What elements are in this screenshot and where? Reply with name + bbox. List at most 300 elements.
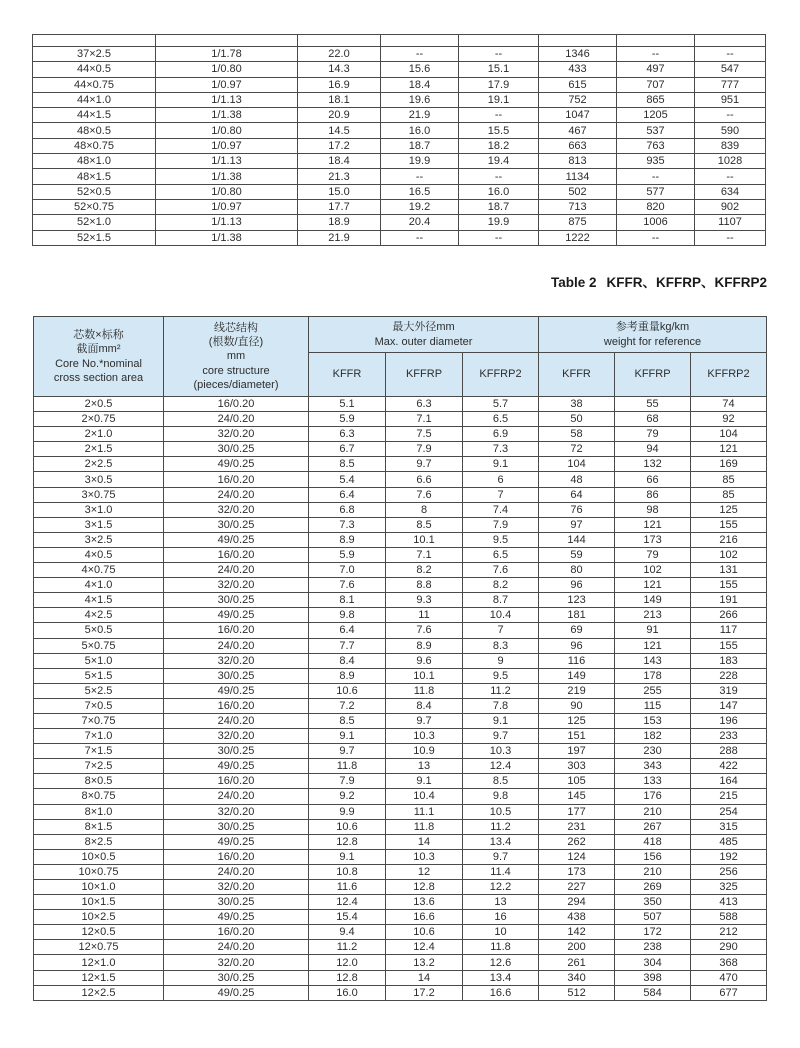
table-cell: 197 — [539, 744, 615, 759]
table-cell: 902 — [695, 199, 766, 214]
table-cell: 80 — [539, 563, 615, 578]
table-cell: 7.3 — [309, 517, 386, 532]
table-cell: 49/0.25 — [164, 985, 309, 1000]
table-cell: 200 — [539, 940, 615, 955]
table-cell: 1/1.38 — [156, 230, 298, 245]
table-cell: 398 — [615, 970, 691, 985]
table-cell: 172 — [615, 925, 691, 940]
table-cell: 343 — [615, 759, 691, 774]
table-cell: 6.3 — [309, 427, 386, 442]
table-cell: 32/0.20 — [164, 427, 309, 442]
table-cell: 2×0.5 — [34, 397, 164, 412]
table-cell: 38 — [539, 397, 615, 412]
table-cell: -- — [695, 230, 766, 245]
table-cell — [381, 35, 459, 47]
table-cell: 11.2 — [463, 819, 539, 834]
table-cell: 5.1 — [309, 397, 386, 412]
table-cell: 30/0.25 — [164, 668, 309, 683]
table-cell: 102 — [691, 547, 767, 562]
table-cell: 1/1.13 — [156, 92, 298, 107]
table-cell: 7.1 — [386, 547, 463, 562]
table-cell: 8.9 — [386, 638, 463, 653]
table-cell: 219 — [539, 683, 615, 698]
table-cell: 125 — [539, 713, 615, 728]
table-cell: 10.5 — [463, 804, 539, 819]
table-cell: 97 — [539, 517, 615, 532]
table-cell: 18.4 — [298, 154, 381, 169]
table-cell: 48 — [539, 472, 615, 487]
table-cell: 8×0.75 — [34, 789, 164, 804]
table-row — [33, 108, 766, 123]
table-cell: 24/0.20 — [164, 713, 309, 728]
table-cell: 149 — [539, 668, 615, 683]
table-cell: 713 — [539, 199, 617, 214]
table-cell: 19.9 — [459, 215, 539, 230]
table-cell: 10×2.5 — [34, 910, 164, 925]
table-cell: 1/0.97 — [156, 138, 298, 153]
table-cell: -- — [695, 169, 766, 184]
table-cell: 10.6 — [309, 819, 386, 834]
table-cell: 935 — [617, 154, 695, 169]
table-cell: 52×1.5 — [33, 230, 156, 245]
table-cell: 192 — [691, 849, 767, 864]
table-cell: 18.4 — [381, 77, 459, 92]
table-cell: 10.9 — [386, 744, 463, 759]
table-cell: 98 — [615, 502, 691, 517]
table-cell: 11.8 — [386, 683, 463, 698]
table-cell: 183 — [691, 653, 767, 668]
table-cell: 8.4 — [309, 653, 386, 668]
table-cell: 537 — [617, 123, 695, 138]
table-cell: 105 — [539, 774, 615, 789]
table-row — [34, 698, 767, 713]
table-cell: 8.5 — [309, 457, 386, 472]
table-cell: -- — [695, 108, 766, 123]
table-cell: 9.1 — [463, 713, 539, 728]
table-cell: 507 — [615, 910, 691, 925]
table2-kffr-specs — [33, 316, 767, 1001]
table-cell: 12 — [386, 864, 463, 879]
table-cell: 13.6 — [386, 895, 463, 910]
table-cell: -- — [617, 169, 695, 184]
table-cell: 52×1.0 — [33, 215, 156, 230]
table-cell: 5.7 — [463, 397, 539, 412]
table-cell: 11.8 — [386, 819, 463, 834]
table-cell: 121 — [615, 578, 691, 593]
table-cell: 13 — [386, 759, 463, 774]
table-cell: 577 — [617, 184, 695, 199]
table-row — [34, 397, 767, 412]
table-cell: 1/0.80 — [156, 62, 298, 77]
table-cell: 9.7 — [386, 713, 463, 728]
table-cell: 294 — [539, 895, 615, 910]
header-weight-kffr: KFFR — [539, 353, 615, 397]
table-row — [34, 789, 767, 804]
table-cell: 24/0.20 — [164, 638, 309, 653]
table-cell: 15.1 — [459, 62, 539, 77]
table-cell: 7.6 — [463, 563, 539, 578]
table-cell: 49/0.25 — [164, 532, 309, 547]
table-cell: 8.2 — [463, 578, 539, 593]
table-cell: 7 — [463, 623, 539, 638]
table-cell: 32/0.20 — [164, 955, 309, 970]
table-row — [34, 593, 767, 608]
table-cell: 68 — [615, 412, 691, 427]
table-cell: 191 — [691, 593, 767, 608]
table-cell: 50 — [539, 412, 615, 427]
table-cell: 422 — [691, 759, 767, 774]
table-cell: 9.1 — [309, 849, 386, 864]
table-cell: 24/0.20 — [164, 563, 309, 578]
table-cell: 12.4 — [386, 940, 463, 955]
table-cell: 266 — [691, 608, 767, 623]
table-cell: 215 — [691, 789, 767, 804]
table-cell: 18.1 — [298, 92, 381, 107]
table-cell: 7×1.5 — [34, 744, 164, 759]
table-cell: 5×0.5 — [34, 623, 164, 638]
table-cell: 6.4 — [309, 487, 386, 502]
table-cell: 153 — [615, 713, 691, 728]
table-cell: 6.3 — [386, 397, 463, 412]
table-cell: 1047 — [539, 108, 617, 123]
table-cell: 124 — [539, 849, 615, 864]
table-cell: 15.6 — [381, 62, 459, 77]
table-cell: 86 — [615, 487, 691, 502]
table-cell: 547 — [695, 62, 766, 77]
table-cell: 5×0.75 — [34, 638, 164, 653]
table-cell: 16.0 — [459, 184, 539, 199]
table-row — [34, 638, 767, 653]
table-cell: 1/0.80 — [156, 123, 298, 138]
table-row — [34, 457, 767, 472]
table-cell: 17.2 — [386, 985, 463, 1000]
table-cell: 177 — [539, 804, 615, 819]
table-cell: 17.7 — [298, 199, 381, 214]
table-cell: 123 — [539, 593, 615, 608]
table-cell: 216 — [691, 532, 767, 547]
table-row — [34, 729, 767, 744]
table-cell: 9.5 — [463, 532, 539, 547]
table-cell: 6.6 — [386, 472, 463, 487]
table-cell: 30/0.25 — [164, 819, 309, 834]
table-cell: 44×1.0 — [33, 92, 156, 107]
table-cell: 10.3 — [386, 849, 463, 864]
table-cell: 1205 — [617, 108, 695, 123]
table-cell: 315 — [691, 819, 767, 834]
table-cell: 1/0.80 — [156, 184, 298, 199]
table-cell: 16/0.20 — [164, 774, 309, 789]
table-cell: -- — [381, 230, 459, 245]
table-cell: 32/0.20 — [164, 804, 309, 819]
table-row — [34, 955, 767, 970]
table-row — [34, 653, 767, 668]
table-cell: 10.1 — [386, 532, 463, 547]
table-cell: 12.8 — [309, 834, 386, 849]
table-cell: 10 — [463, 925, 539, 940]
table-cell: 5.9 — [309, 547, 386, 562]
table-cell: 4×0.75 — [34, 563, 164, 578]
table-cell: 85 — [691, 472, 767, 487]
table-cell: 6.4 — [309, 623, 386, 638]
table-cell: 228 — [691, 668, 767, 683]
table-cell: 30/0.25 — [164, 442, 309, 457]
table-cell: 32/0.20 — [164, 729, 309, 744]
table-cell: 8×0.5 — [34, 774, 164, 789]
table-cell: 16/0.20 — [164, 472, 309, 487]
table-cell: 24/0.20 — [164, 864, 309, 879]
table-cell: 16.5 — [381, 184, 459, 199]
table-cell: 255 — [615, 683, 691, 698]
table-cell: 10.8 — [309, 864, 386, 879]
table-cell: 181 — [539, 608, 615, 623]
table-cell: 212 — [691, 925, 767, 940]
table-cell: 16.0 — [381, 123, 459, 138]
table-row — [33, 230, 766, 245]
table-cell: 115 — [615, 698, 691, 713]
table-cell: 8.5 — [386, 517, 463, 532]
table-cell: 92 — [691, 412, 767, 427]
table-cell: 64 — [539, 487, 615, 502]
table-cell: 6 — [463, 472, 539, 487]
table-cell: 210 — [615, 804, 691, 819]
table-cell: 19.6 — [381, 92, 459, 107]
table-cell: 813 — [539, 154, 617, 169]
table-cell: 7.3 — [463, 442, 539, 457]
table-cell: 9.7 — [309, 744, 386, 759]
table-cell: 32/0.20 — [164, 578, 309, 593]
table-cell: 20.4 — [381, 215, 459, 230]
table2-title-prefix: Table 2 — [550, 275, 597, 290]
table-cell: 16.9 — [298, 77, 381, 92]
header-diameter-kffrp: KFFRP — [386, 353, 463, 397]
table-row — [34, 608, 767, 623]
table-cell: 117 — [691, 623, 767, 638]
table-cell: 13.4 — [463, 834, 539, 849]
table-cell: 485 — [691, 834, 767, 849]
table-cell: 6.8 — [309, 502, 386, 517]
table-cell: 131 — [691, 563, 767, 578]
table-row — [34, 759, 767, 774]
table-row — [34, 970, 767, 985]
table-cell: 16/0.20 — [164, 397, 309, 412]
table-row — [33, 62, 766, 77]
table-cell: 12×1.5 — [34, 970, 164, 985]
table-cell: 15.4 — [309, 910, 386, 925]
table-cell: 213 — [615, 608, 691, 623]
table-cell: 169 — [691, 457, 767, 472]
table-cell: 2×2.5 — [34, 457, 164, 472]
table-cell: 49/0.25 — [164, 608, 309, 623]
table-cell: 3×2.5 — [34, 532, 164, 547]
table-cell: 32/0.20 — [164, 502, 309, 517]
table-cell: 9.5 — [463, 668, 539, 683]
table-cell: 155 — [691, 578, 767, 593]
table-cell: 85 — [691, 487, 767, 502]
table-cell: 196 — [691, 713, 767, 728]
table-cell: 16/0.20 — [164, 698, 309, 713]
table-cell: 9.1 — [309, 729, 386, 744]
table-cell: 30/0.25 — [164, 593, 309, 608]
table-row — [34, 532, 767, 547]
table-cell: 615 — [539, 77, 617, 92]
table-cell: 1134 — [539, 169, 617, 184]
table-cell: 7×0.5 — [34, 698, 164, 713]
table-cell: 145 — [539, 789, 615, 804]
table-cell: 8×1.0 — [34, 804, 164, 819]
table-cell: 11.6 — [309, 880, 386, 895]
table-cell: 2×1.5 — [34, 442, 164, 457]
table-cell: 17.9 — [459, 77, 539, 92]
table-cell: 418 — [615, 834, 691, 849]
table-cell: 102 — [615, 563, 691, 578]
table-cell: 7.6 — [386, 487, 463, 502]
table-cell: 10×1.0 — [34, 880, 164, 895]
table-cell: 11.4 — [463, 864, 539, 879]
table-cell: 9.7 — [463, 729, 539, 744]
table-row — [34, 774, 767, 789]
table-row — [33, 215, 766, 230]
table-row — [34, 940, 767, 955]
table-row — [33, 154, 766, 169]
table-cell: 55 — [615, 397, 691, 412]
table-cell: 8×2.5 — [34, 834, 164, 849]
table-cell: 9.1 — [386, 774, 463, 789]
table-cell: 91 — [615, 623, 691, 638]
table-cell: 79 — [615, 547, 691, 562]
header-core-section: 芯数×标称 截面mm² Core No.*nominal cross section area — [34, 317, 164, 397]
table-row — [34, 578, 767, 593]
table-cell: 233 — [691, 729, 767, 744]
table-cell: 132 — [615, 457, 691, 472]
table-cell: -- — [617, 47, 695, 62]
header-weight-kffrp2: KFFRP2 — [691, 353, 767, 397]
table-cell: -- — [459, 47, 539, 62]
table-cell: 8.3 — [463, 638, 539, 653]
table-cell: 2×1.0 — [34, 427, 164, 442]
table-cell: 11.8 — [463, 940, 539, 955]
table-cell: 11 — [386, 608, 463, 623]
table-cell: 164 — [691, 774, 767, 789]
table-cell: 13.4 — [463, 970, 539, 985]
table-cell: 182 — [615, 729, 691, 744]
table-cell: 96 — [539, 578, 615, 593]
table-cell: 44×0.75 — [33, 77, 156, 92]
table-row — [34, 623, 767, 638]
table-row — [34, 985, 767, 1000]
table-cell: 288 — [691, 744, 767, 759]
table-cell: -- — [459, 108, 539, 123]
table-cell: 19.9 — [381, 154, 459, 169]
table-cell: 9.7 — [463, 849, 539, 864]
table-cell: 7.6 — [386, 623, 463, 638]
table-row-partial — [33, 35, 766, 47]
table-cell: 4×0.5 — [34, 547, 164, 562]
table-cell: 238 — [615, 940, 691, 955]
table-cell: -- — [381, 47, 459, 62]
table-row — [33, 77, 766, 92]
table-cell: 10.4 — [386, 789, 463, 804]
table-cell: 49/0.25 — [164, 457, 309, 472]
table-cell: 176 — [615, 789, 691, 804]
table-cell: 12.4 — [309, 895, 386, 910]
table-cell: 1/1.38 — [156, 108, 298, 123]
table-cell: 16/0.20 — [164, 925, 309, 940]
table-cell: 19.4 — [459, 154, 539, 169]
table-cell: 48×0.5 — [33, 123, 156, 138]
table-cell: 502 — [539, 184, 617, 199]
table-cell: 1028 — [695, 154, 766, 169]
table-row — [34, 472, 767, 487]
table-row — [34, 502, 767, 517]
table-cell: 16.6 — [463, 985, 539, 1000]
table-row — [34, 849, 767, 864]
table-row — [34, 895, 767, 910]
table-cell: 1/1.13 — [156, 154, 298, 169]
table-cell: 44×0.5 — [33, 62, 156, 77]
table-cell: 48×1.5 — [33, 169, 156, 184]
table-cell: 10.6 — [309, 683, 386, 698]
table-cell: 24/0.20 — [164, 487, 309, 502]
header-core-structure: 线芯结构 (根数/直径) mm core structure (pieces/diameter) — [164, 317, 309, 397]
table-cell: 4×1.5 — [34, 593, 164, 608]
table-cell: 155 — [691, 517, 767, 532]
table-cell: 37×2.5 — [33, 47, 156, 62]
table-cell: 8.8 — [386, 578, 463, 593]
table-cell: 22.0 — [298, 47, 381, 62]
table-cell: 707 — [617, 77, 695, 92]
table-cell: 9.4 — [309, 925, 386, 940]
header-diameter-kffrp2: KFFRP2 — [463, 353, 539, 397]
table-cell: 9.8 — [463, 789, 539, 804]
table-row — [34, 668, 767, 683]
header-max-outer-diameter: 最大外径mm Max. outer diameter — [309, 317, 539, 353]
table-cell: 269 — [615, 880, 691, 895]
table-cell: 151 — [539, 729, 615, 744]
table-cell: 48×0.75 — [33, 138, 156, 153]
table-cell: 10.6 — [386, 925, 463, 940]
table-cell: 7.2 — [309, 698, 386, 713]
table-cell: 18.9 — [298, 215, 381, 230]
table-cell: 10×0.75 — [34, 864, 164, 879]
table-cell: -- — [381, 169, 459, 184]
table-cell: 590 — [695, 123, 766, 138]
table-cell: 16/0.20 — [164, 547, 309, 562]
table-cell: 8.1 — [309, 593, 386, 608]
table-cell: 14 — [386, 834, 463, 849]
table-cell: 10.1 — [386, 668, 463, 683]
table-cell: 20.9 — [298, 108, 381, 123]
table-cell: 1/0.97 — [156, 199, 298, 214]
table-cell: 69 — [539, 623, 615, 638]
table-cell — [539, 35, 617, 47]
table-cell: 15.5 — [459, 123, 539, 138]
table-cell: 433 — [539, 62, 617, 77]
table-cell: 125 — [691, 502, 767, 517]
table-cell: 156 — [615, 849, 691, 864]
table-cell: 79 — [615, 427, 691, 442]
table-cell: 319 — [691, 683, 767, 698]
table-cell: 8.9 — [309, 532, 386, 547]
table-cell: 49/0.25 — [164, 910, 309, 925]
table-cell: 8.2 — [386, 563, 463, 578]
table-cell: 10×1.5 — [34, 895, 164, 910]
table-cell: 66 — [615, 472, 691, 487]
table-row — [34, 880, 767, 895]
table-cell: 30/0.25 — [164, 970, 309, 985]
table-cell — [156, 35, 298, 47]
table-cell: 10.3 — [386, 729, 463, 744]
table-row — [34, 910, 767, 925]
